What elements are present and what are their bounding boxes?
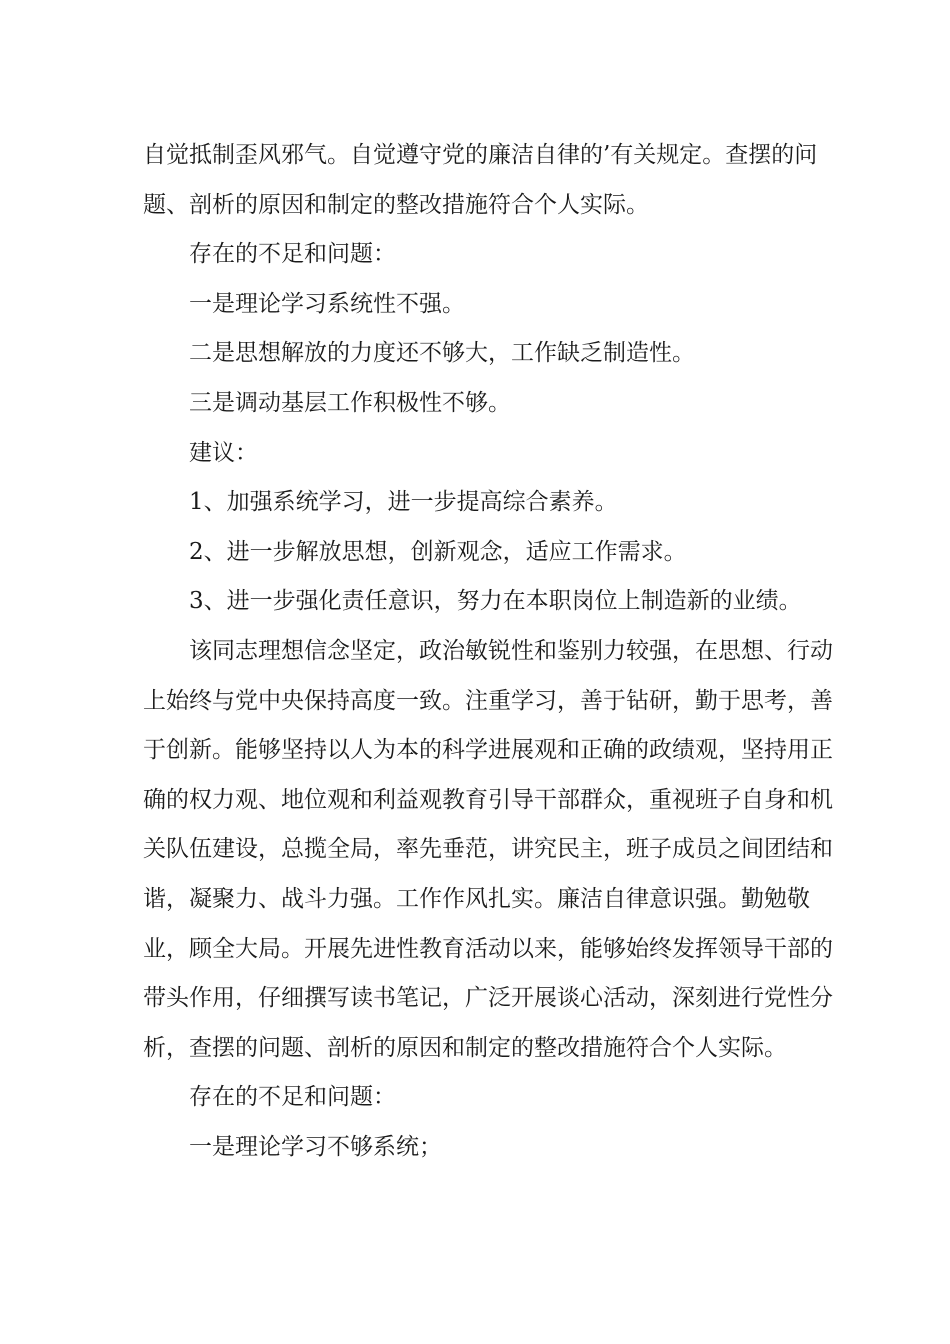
body-paragraph: 3、进一步强化责任意识，努力在本职岗位上制造新的业绩。 [189, 588, 802, 615]
body-paragraph: 二是思想解放的力度还不够大，工作缺乏制造性。 [189, 340, 695, 367]
body-paragraph: 存在的不足和问题： [189, 1084, 396, 1111]
document-body [143, 131, 833, 1172]
body-paragraph: 1、加强系统学习，进一步提高综合素养。 [189, 489, 618, 516]
body-paragraph: 建议： [189, 439, 258, 466]
body-paragraph: 一是理论学习不够系统； [189, 1133, 442, 1160]
body-paragraph: 该同志理想信念坚定，政治敏锐性和鉴别力较强，在思想、行动上始终与党中央保持高度一致。注重学习，善于钻研，勤于思考，善于创新。能够坚持以人为本的科学进展观和正确的政绩观，坚持用正确的权力观、地位观和利益观教育引导干部群众，重视班子自身和机关队伍建设，总揽全局，率先垂范，讲究民主，班子成员之间团结和谐，凝聚力、战斗力强。工作作风扎实。廉洁自律意识强。勤勉敬业，顾全大局。开展先进性教育活动以来，能够始终发挥领导干部的带头作用，仔细撰写读书笔记，广泛开展谈心活动，深刻进行党性分析，查摆的问题、剖析的原因和制定的整改措施符合个人实际。 [143, 637, 833, 1061]
body-paragraph: 2、进一步解放思想，创新观念，适应工作需求。 [189, 538, 687, 565]
body-paragraph: 存在的不足和问题： [189, 241, 396, 268]
body-paragraph: 一是理论学习系统性不强。 [189, 290, 465, 317]
body-paragraph: 三是调动基层工作积极性不够。 [189, 389, 511, 416]
body-paragraph: 自觉抵制歪风邪气。自觉遵守党的廉洁自律的’有关规定。查摆的问题、剖析的原因和制定的整改措施符合个人实际。 [143, 142, 818, 218]
